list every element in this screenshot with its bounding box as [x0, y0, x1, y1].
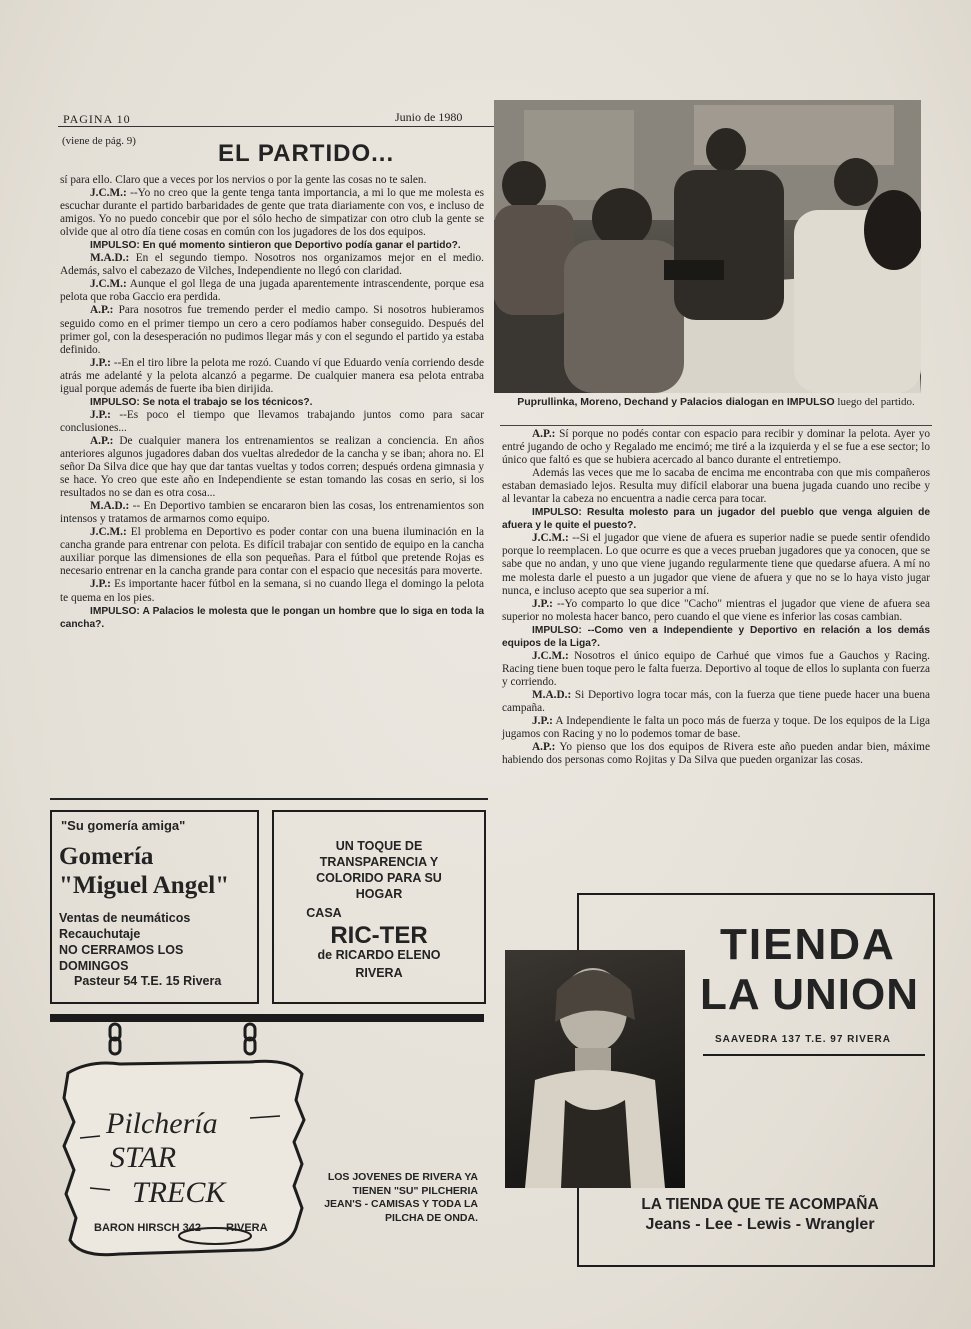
gomeria-service-2: Recauchutaje — [59, 927, 141, 941]
tienda-model-photo — [505, 950, 685, 1188]
speaker-label: A.P.: — [532, 428, 556, 440]
header-rule — [58, 126, 494, 127]
speaker-label: M.A.D.: — [90, 500, 130, 513]
pilcheria-name-1: Pilchería — [106, 1107, 218, 1140]
paragraph-text: En el segundo tiempo. Nosotros nos organizamos mejor en el medio. Además, salvo el cabezazo de Vilches, Independiente no llegó con claridad. — [60, 252, 484, 278]
interview-paragraph — [60, 500, 484, 526]
interview-paragraph — [60, 187, 484, 239]
ad-gomeria — [50, 810, 259, 1004]
pilcheria-city: RIVERA — [226, 1222, 268, 1234]
ricter-slogan-2: TRANSPARENCIA Y — [319, 855, 439, 869]
gomeria-service-1: Ventas de neumáticos — [59, 911, 191, 925]
ricter-slogan-4: HOGAR — [355, 887, 403, 901]
ads-separator — [50, 798, 488, 800]
ricter-owner: de RICARDO ELENO — [317, 948, 441, 962]
sign-chains — [110, 1024, 255, 1054]
tienda-brands: Jeans - Lee - Lewis - Wrangler — [645, 1216, 875, 1233]
interview-paragraph — [502, 532, 930, 597]
gomeria-service-3: NO CERRAMOS LOS — [59, 943, 184, 957]
paragraph-text: Para nosotros fue tremendo perder el medio campo. Si nosotros hubieramos seguido como en el primer tiempo un cero a cero podíamos haber conseguido. Después del primer gol, con la desesperación no pudimos llegar más y con el segundo el partido ya estaba definido. — [60, 304, 484, 356]
speaker-label: J.P.: — [532, 597, 553, 610]
continued-note: (viene de pág. 9) — [62, 135, 136, 147]
interview-paragraph — [60, 409, 484, 435]
paragraph-text: De cualquier manera los entrenamientos se realizan a conciencia. En años anteriores algunos jugadores daban dos vueltas alrededor de la cancha y se iban; ahora no. El señor Da Silva dice que hay que dar tantas vueltas y todos corren; después ordena gimnasia y se hace. Yo creo que este año en Independiente se estan tomando las cosas en serio, si los resultados no se dan es otra cosa... — [60, 434, 484, 500]
ricter-slogan-3: COLORIDO PARA SU — [316, 871, 442, 885]
paragraph-text: -- En Deportivo tambien se encararon bien las cosas, los entrenamientos son intensos y tratamos de armarnos como equipo. — [60, 500, 484, 526]
paragraph-text: Nosotros el único equipo de Carhué que vimos fue a Gauchos y Racing. Racing tiene buen toque pero le falta fuerza. Deportivo al toque de ellos lo suplanta con fuerza y corriendo. — [502, 649, 930, 688]
interview-paragraph — [60, 174, 484, 187]
pilcheria-slogan-4: PILCHA DE ONDA. — [385, 1211, 478, 1224]
interview-paragraph — [502, 689, 930, 715]
interview-paragraph — [502, 428, 930, 467]
speaker-label: A.P.: — [532, 741, 556, 754]
paragraph-text: --Yo comparto lo que dice "Cacho" mientras el jugador que viene de afuera sea superior no molesta hacer banco, pero cuando el que viene es inferior las cosas cambian. — [502, 597, 930, 623]
photo-caption-names: Puprullinka, Moreno, Dechand y Palacios dialogan en IMPULSO — [517, 396, 835, 408]
pilcheria-address: BARON HIRSCH 342 — [94, 1222, 201, 1234]
paragraph-text: Si Deportivo logra tocar más, con la fuerza que tiene puede hacer una buena campaña. — [502, 688, 930, 714]
gomeria-tagline: "Su gomería amiga" — [61, 818, 186, 833]
speaker-label: A.P.: — [90, 304, 114, 317]
gomeria-name — [59, 842, 229, 900]
paragraph-text: A Independiente le falta un poco más de fuerza y toque. De los equipos de la Liga jugamos con Racing y no lo podemos tomar de base. — [502, 715, 930, 741]
paragraph-text: Es importante hacer fútbol en la semana, si no cuando llega el domingo la pelota te quema en los pies. — [60, 578, 484, 604]
speaker-label: J.P.: — [90, 578, 111, 591]
ricter-slogan-1: UN TOQUE DE — [335, 839, 423, 853]
interview-photo-illustration — [494, 100, 921, 393]
photo-caption-rest: luego del partido. — [834, 396, 915, 408]
interview-paragraph — [60, 304, 484, 356]
pilcheria-slogan-3: JEAN'S - CAMISAS Y TODA LA — [324, 1198, 478, 1210]
speaker-label: J.P.: — [90, 408, 111, 421]
gomeria-service-4: DOMINGOS — [59, 959, 129, 973]
paragraph-text: El problema en Deportivo es poder contar con una buena iluminación en la cancha grande para entrenar con pelota. Es difícil trabajar con sentido de equipo en la cancha auxiliar porque las dimensiones de ella son pequeñas. Para el fútbol que pretende Rojas es necesario entrenar en la cancha grande para contar con el espacio que necesitás para moverte. — [60, 526, 484, 578]
speaker-label: J.C.M.: — [90, 526, 127, 539]
speaker-label: J.P.: — [90, 356, 111, 369]
paragraph-text: Aunque el gol llega de una jugada aparentemente intrascendente, porque esa pelota que roba Gaccio era perdida. — [60, 278, 484, 304]
pilcheria-name-2: STAR — [110, 1141, 177, 1174]
interview-paragraph — [502, 467, 930, 506]
interview-paragraph — [502, 741, 930, 767]
interview-paragraph — [60, 526, 484, 578]
interview-question: IMPULSO: En qué momento sintieron que Deportivo podía ganar el partido?. — [90, 240, 461, 252]
interview-paragraph — [502, 598, 930, 624]
speaker-label: J.C.M.: — [90, 278, 127, 291]
speaker-label: M.A.D.: — [532, 688, 572, 701]
interview-paragraph — [502, 650, 930, 689]
page-number: PAGINA 10 — [63, 112, 131, 126]
article-right-column — [502, 428, 930, 767]
pilcheria-name-3: TRECK — [132, 1176, 226, 1209]
tienda-model-illustration — [505, 950, 685, 1188]
speaker-label: J.C.M.: — [532, 532, 569, 545]
tienda-slogan: LA TIENDA QUE TE ACOMPAÑA — [641, 1196, 879, 1213]
interview-paragraph — [60, 252, 484, 278]
interview-paragraph — [60, 578, 484, 604]
speaker-label: J.P.: — [532, 715, 553, 728]
article-title: EL PARTIDO... — [218, 140, 395, 167]
interview-question: IMPULSO: Se nota el trabajo se los técnicos?. — [90, 396, 313, 408]
interview-question: IMPULSO: --Como ven a Independiente y Deportivo en relación a los demás equipos de la Liga?. — [502, 624, 930, 649]
speaker-label: M.A.D.: — [90, 252, 130, 265]
caption-rule — [500, 425, 932, 426]
speaker-label: J.C.M.: — [90, 187, 127, 200]
ad-ricter — [272, 810, 486, 1004]
gomeria-name-line1: Gomería — [59, 843, 154, 870]
interview-paragraph — [60, 357, 484, 396]
interview-question: IMPULSO: Resulta molesto para un jugador del pueblo que venga alguien de afuera y le quite el puesto?. — [502, 507, 930, 532]
paragraph-text: --Es poco el tiempo que llevamos trabajando juntos como para sacar conclusiones... — [60, 408, 484, 434]
interview-photo — [494, 100, 921, 393]
photo-caption — [502, 396, 930, 409]
paragraph-text: Yo pienso que los dos equipos de Rivera este año pueden andar bien, máxime habiendo dos personas como Rojitas y Da Silva que pueden organizar las cosas. — [502, 741, 930, 767]
paragraph-text: --En el tiro libre la pelota me rozó. Cuando ví que Eduardo venía corriendo desde atrás me adelanté y la pelota alcanzó a pegarme. De cualquier manera esa pelota entraba igual porque además de fuerte iba bien dirijida. — [60, 356, 484, 395]
tienda-title-1: TIENDA — [720, 920, 896, 969]
paragraph-text: --Si el jugador que viene de afuera es superior nadie se puede sentir ofendido porque lo reemplacen. Lo que ocurre es que a veces prueban jugadores que ya conocen, que se sabe que no andan, y uno que viene jugando regularmente tiene que quedarse afuera. A mí no me molesta darle el puesto a un jugador que viene de afuera y que no se lo haya visto jugar nunca, e incluso acepto que sea superior a mí. — [502, 532, 930, 597]
speaker-label: A.P.: — [90, 434, 114, 447]
tienda-title-2: LA UNION — [700, 970, 920, 1019]
ricter-city: RIVERA — [355, 966, 403, 980]
paragraph-text: Sí porque no podés contar con espacio para recibir y dominar la pelota. Ayer yo entré jugando de ocho y Regalado me encimó; me tiré a la izquierda y el se fue a ese sector; lo único que faltó es que se hubiera acercado al banco durante el entretiempo. — [502, 428, 930, 467]
interview-paragraph — [60, 435, 484, 500]
gomeria-services — [59, 910, 190, 974]
paragraph-text: Además las veces que me lo sacaba de encima me encontraba con que mis compañeros estaban demasiado lejos. Resulta muy difícil elaborar una buena jugada cuando uno recibe y al levantar la cabeza no encuentra a nadie cerca para tocar. — [502, 467, 930, 506]
ricter-casa: CASA — [306, 906, 342, 920]
interview-paragraph — [502, 715, 930, 741]
gomeria-address: Pasteur 54 T.E. 15 Rivera — [74, 974, 222, 988]
issue-date: Junio de 1980 — [395, 110, 463, 124]
interview-paragraph — [60, 278, 484, 304]
pilcheria-slogan-2: TIENEN "SU" PILCHERIA — [352, 1184, 478, 1197]
speaker-label: J.C.M.: — [532, 649, 569, 662]
gomeria-name-line2: "Miguel Angel" — [59, 872, 230, 899]
pilcheria-slogan — [278, 1171, 478, 1225]
tienda-rule — [703, 1054, 925, 1056]
ricter-slogan — [274, 838, 484, 902]
paragraph-text: sí para ello. Claro que a veces por los nervios o por la gente las cosas no te salen. — [60, 174, 427, 186]
interview-question: IMPULSO: A Palacios le molesta que le pongan un hombre que lo siga en toda la cancha?. — [60, 605, 484, 630]
tienda-address: SAAVEDRA 137 T.E. 97 RIVERA — [715, 1034, 891, 1045]
ricter-brand: RIC-TER — [330, 922, 428, 949]
paragraph-text: --Yo no creo que la gente tenga tanta importancia, a mi lo que me molesta es escuchar durante el partido barbaridades de gente que trata diariamente con vos, e incluso de amigos. Yo no puedo concebir que por el sólo hecho de simpatizar con otro club la gente se olvide que al otro día tiene cosas en común con los jugadores de los dos equipos. — [60, 187, 484, 239]
article-left-column — [60, 174, 484, 631]
pilcheria-slogan-1: LOS JOVENES DE RIVERA YA — [327, 1171, 478, 1183]
